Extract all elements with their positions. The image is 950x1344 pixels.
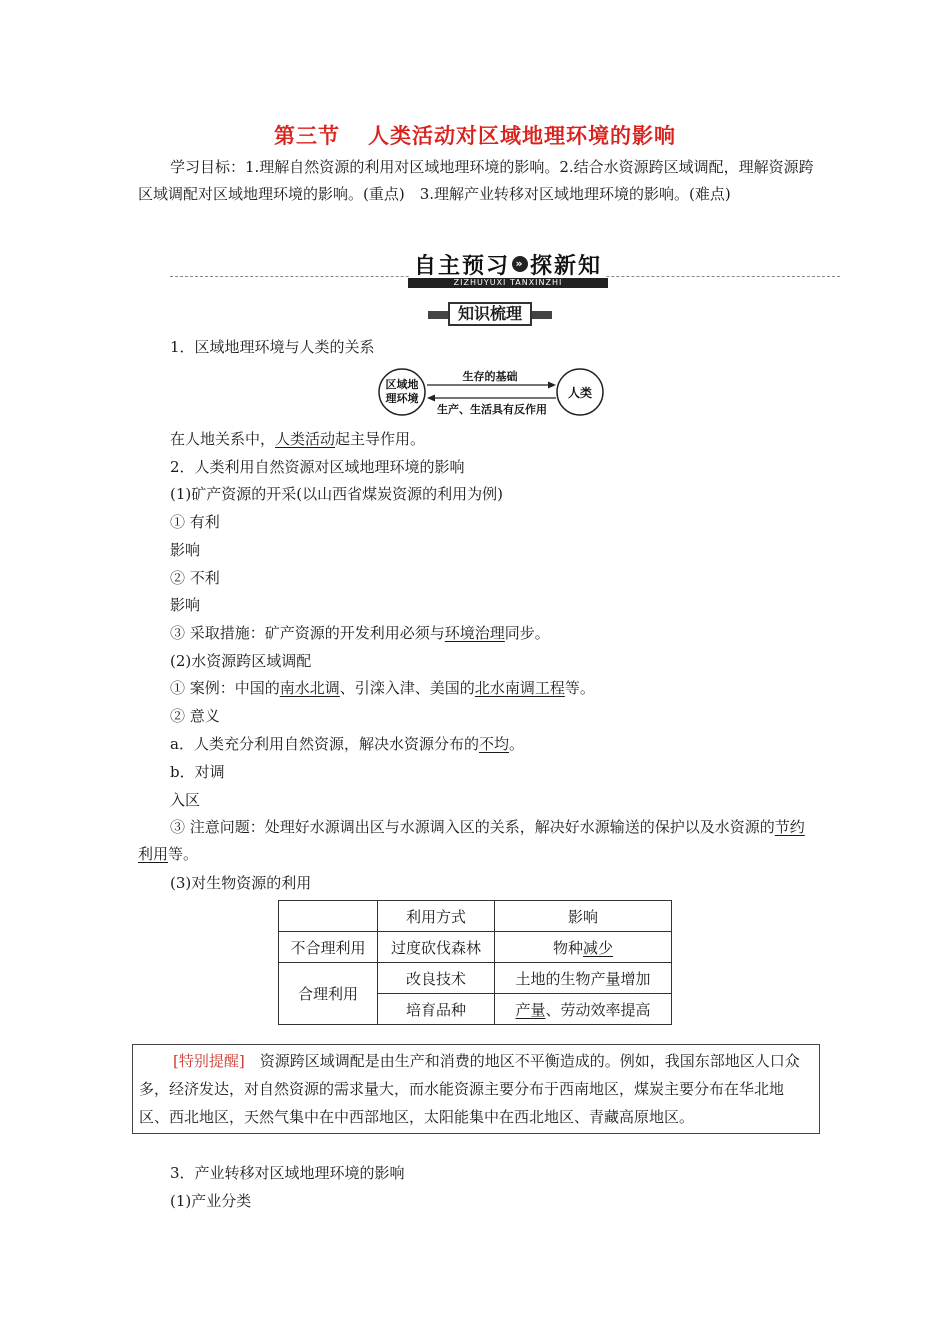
s2-p1b2: 影响	[170, 596, 201, 614]
s2-p2b: ② 意义	[170, 707, 220, 725]
s2-p2d2: 入区	[170, 791, 201, 809]
s1-heading: 1．区域地理环境与人类的关系	[170, 338, 375, 356]
special-reminder-tag: [特别提醒]	[173, 1052, 245, 1070]
s1-sentence	[170, 428, 425, 450]
s2-p2e-answer: 节约利用	[138, 818, 805, 863]
section-header-left: 自主预习	[413, 253, 510, 279]
s2-p2c-post: 。	[508, 735, 524, 753]
table-header-effect: 影响	[495, 901, 672, 932]
s2-p3: (3)对生物资源的利用	[170, 874, 312, 892]
row2b-effect-answer: 产量	[515, 1000, 546, 1019]
s2-heading: 2．人类利用自然资源对区域地理环境的影响	[170, 458, 465, 476]
row2b-effect	[495, 994, 672, 1025]
page-title	[0, 120, 950, 150]
s2-p1a2: 影响	[170, 541, 201, 559]
s2-p2a-pre: ① 案例：中国的	[170, 679, 280, 697]
learning-objectives	[138, 154, 818, 208]
row2b-effect-post: 、劳动效率提高	[545, 1000, 651, 1019]
environment-node-line1: 区域地	[385, 378, 419, 391]
s1-sentence-pre: 在人地关系中，	[170, 430, 276, 448]
row1-effect-pre: 物种	[552, 938, 583, 957]
s2-p1: (1)矿产资源的开采(以山西省煤炭资源的利用为例)	[170, 485, 503, 503]
s2-p2: (2)水资源跨区域调配	[170, 652, 312, 670]
bottom-arrow-head	[427, 395, 435, 402]
table-row	[279, 963, 672, 994]
top-arrow-head	[548, 382, 556, 389]
s2-p1c-post: 同步。	[504, 624, 550, 642]
special-reminder-box	[132, 1044, 820, 1134]
subsection-label: 知识梳理	[448, 302, 532, 326]
special-reminder-text: 资源跨区域调配是由生产和消费的地区不平衡造成的。例如，我国东部地区人口众多，经济发达，对自然资源的需求量大，而水能资源主要分布于西南地区，煤炭主要分布在华北地区、西北地区，天然气集中在中西部地区，太阳能集中在西北地区、青藏高原地区。	[139, 1052, 800, 1126]
row2a-effect: 土地的生物产量增加	[495, 963, 672, 994]
s2-p1c	[170, 622, 550, 644]
s2-p1c-pre: ③ 采取措施：矿产资源的开发利用必须与	[170, 624, 445, 642]
row1-effect-answer: 减少	[583, 938, 614, 957]
s3-p1: (1)产业分类	[170, 1192, 252, 1210]
s2-p1a: ① 有利	[170, 513, 220, 531]
s1-sentence-answer: 人类活动	[275, 430, 336, 448]
s1-sentence-post: 起主导作用。	[335, 430, 426, 448]
table-header-method: 利用方式	[378, 901, 495, 932]
learning-objectives-text: 学习目标：1.理解自然资源的利用对区域地理环境的影响。2.结合水资源跨区域调配，理解资源跨区域调配对区域地理环境的影响。(重点) 3.理解产业转移对区域地理环境的影响。(难点)	[138, 158, 814, 203]
s2-p2c	[170, 733, 524, 755]
section-header-right: 探新知	[530, 253, 603, 279]
s2-p1c-answer: 环境治理	[444, 624, 505, 642]
s2-p2e-text: ③ 注意问题：处理好水源调出区与水源调入区的关系，解决好水源输送的保护以及水资源的	[170, 818, 775, 836]
s2-p2a-post: 等。	[564, 679, 595, 697]
s2-p2e-post: 等。	[168, 845, 199, 863]
row1-method: 过度砍伐森林	[378, 932, 495, 963]
section-header	[410, 248, 606, 280]
s2-p2a-answer2: 北水南调工程	[474, 679, 565, 697]
section-pinyin: ZIZHUYUXI TANXINZHI	[408, 278, 608, 288]
s2-p2c-pre: a．人类充分利用自然资源，解决水资源分布的	[170, 735, 479, 753]
human-environment-diagram	[374, 366, 610, 422]
table-header-row	[279, 901, 672, 932]
s2-p2c-answer: 不均	[478, 735, 509, 753]
top-arrow-label: 生存的基础	[462, 370, 518, 383]
s2-p2e	[138, 814, 818, 868]
title-text: 人类活动对区域地理环境的影响	[368, 124, 676, 148]
row1-label: 不合理利用	[279, 932, 378, 963]
row2b-method: 培育品种	[378, 994, 495, 1025]
s2-p2a-answer1: 南水北调	[279, 679, 340, 697]
environment-node-line2: 理环境	[385, 392, 419, 405]
row2a-method: 改良技术	[378, 963, 495, 994]
bio-resource-table	[278, 900, 672, 1025]
s3-heading: 3．产业转移对区域地理环境的影响	[170, 1164, 405, 1182]
bottom-arrow-label: 生产、生活具有反作用	[437, 403, 547, 416]
s2-p2d: b．对调	[170, 763, 225, 781]
title-section-number: 第三节	[274, 124, 340, 148]
row2-label: 合理利用	[279, 963, 378, 1025]
s2-p1b: ② 不利	[170, 569, 220, 587]
section-arrow-icon: »	[512, 256, 528, 272]
s2-p2a	[170, 677, 595, 699]
table-header-empty	[279, 901, 378, 932]
subsection-header	[428, 302, 552, 326]
table-row	[279, 932, 672, 963]
s2-p2a-mid: 、引滦入津、美国的	[339, 679, 475, 697]
human-node-label: 人类	[567, 386, 593, 400]
row1-effect	[495, 932, 672, 963]
